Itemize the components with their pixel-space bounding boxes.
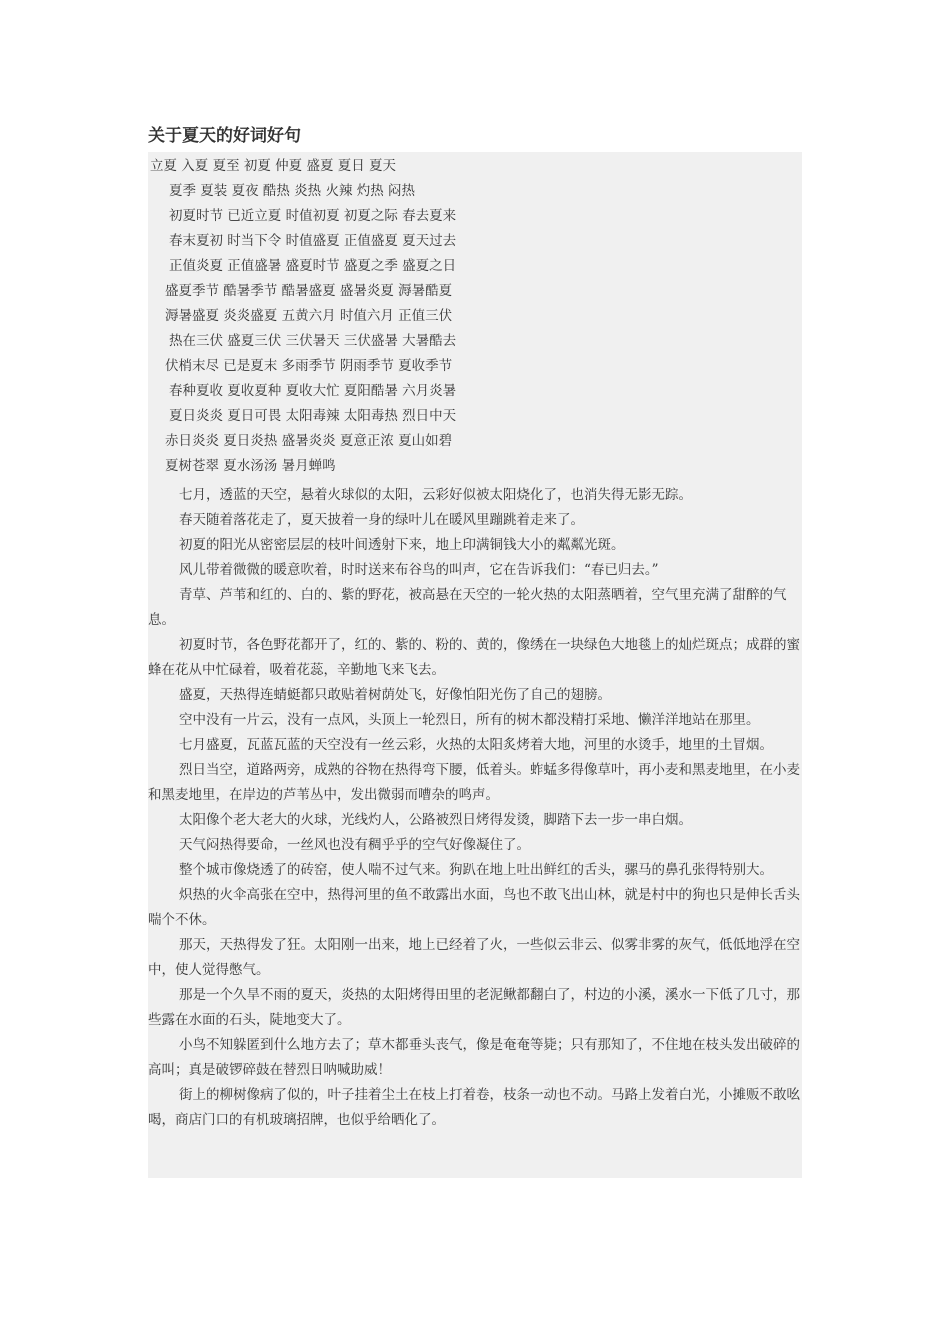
paragraph: 青草、芦苇和红的、白的、紫的野花，被高悬在天空的一轮火热的太阳蒸晒着，空气里充满了甜醉的气息。 bbox=[148, 587, 787, 628]
paragraph: 那是一个久旱不雨的夏天，炎热的太阳烤得田里的老泥鳅都翻白了，村边的小溪，溪水一下低了几寸，那些露在水面的石头，陡地变大了。 bbox=[148, 987, 800, 1028]
word-line: 夏树苍翠 夏水汤汤 暑月蝉鸣 bbox=[165, 458, 336, 474]
word-line: 春末夏初 时当下令 时值盛夏 正值盛夏 夏天过去 bbox=[169, 233, 457, 249]
word-line: 夏日炎炎 夏日可畏 太阳毒辣 太阳毒热 烈日中天 bbox=[169, 408, 457, 424]
page-title: 关于夏天的好词好句 bbox=[148, 126, 301, 146]
word-line: 盛夏季节 酷暑季节 酷暑盛夏 盛暑炎夏 溽暑酷夏 bbox=[165, 283, 453, 299]
paragraph: 盛夏，天热得连蜻蜓都只敢贴着树荫处飞，好像怕阳光伤了自己的翅膀。 bbox=[179, 687, 611, 703]
paragraph: 炽热的火伞高张在空中，热得河里的鱼不敢露出水面，鸟也不敢飞出山林，就是村中的狗也只是伸长舌头喘个不休。 bbox=[148, 887, 800, 928]
paragraph: 春天随着落花走了，夏天披着一身的绿叶儿在暖风里蹦跳着走来了。 bbox=[179, 512, 584, 528]
word-line: 春种夏收 夏收夏种 夏收大忙 夏阳酷暑 六月炎暑 bbox=[169, 383, 457, 399]
word-line: 赤日炎炎 夏日炎热 盛暑炎炎 夏意正浓 夏山如碧 bbox=[165, 433, 453, 449]
word-line: 初夏时节 已近立夏 时值初夏 初夏之际 春去夏来 bbox=[169, 208, 457, 224]
word-list bbox=[148, 152, 802, 479]
paragraph: 空中没有一片云，没有一点风，头顶上一轮烈日，所有的树木都没精打采地、懒洋洋地站在那里。 bbox=[179, 712, 760, 728]
paragraph: 那天，天热得发了狂。太阳刚一出来，地上已经着了火，一些似云非云、似雾非雾的灰气，低低地浮在空中，使人觉得憋气。 bbox=[148, 937, 800, 978]
paragraph: 天气闷热得要命，一丝风也没有稠乎乎的空气好像凝住了。 bbox=[179, 837, 530, 853]
word-line: 溽暑盛夏 炎炎盛夏 五黄六月 时值六月 正值三伏 bbox=[165, 308, 453, 324]
paragraph: 太阳像个老大老大的火球，光线灼人，公路被烈日烤得发烫，脚踏下去一步一串白烟。 bbox=[179, 812, 692, 828]
paragraph: 整个城市像烧透了的砖窑，使人喘不过气来。狗趴在地上吐出鲜红的舌头，骡马的鼻孔张得特别大。 bbox=[179, 862, 773, 878]
paragraph: 街上的柳树像病了似的，叶子挂着尘土在枝上打着卷，枝条一动也不动。马路上发着白光，小摊贩不敢吆喝，商店门口的有机玻璃招牌，也似乎给晒化了。 bbox=[148, 1087, 800, 1128]
paragraph: 初夏时节，各色野花都开了，红的、紫的、粉的、黄的，像绣在一块绿色大地毯上的灿烂斑点；成群的蜜蜂在花从中忙碌着，吸着花蕊，辛勤地飞来飞去。 bbox=[148, 637, 800, 678]
paragraph-list bbox=[148, 483, 802, 1133]
paragraph: 风儿带着微微的暖意吹着，时时送来布谷鸟的叫声，它在告诉我们：“春已归去。” bbox=[179, 562, 659, 578]
paragraph: 七月盛夏，瓦蓝瓦蓝的天空没有一丝云彩，火热的太阳炙烤着大地，河里的水烫手，地里的土冒烟。 bbox=[179, 737, 773, 753]
word-line: 热在三伏 盛夏三伏 三伏暑天 三伏盛暑 大暑酷去 bbox=[169, 333, 457, 349]
paragraph: 烈日当空，道路两旁，成熟的谷物在热得弯下腰，低着头。蚱蜢多得像草叶，再小麦和黑麦地里，在小麦和黑麦地里，在岸边的芦苇丛中，发出微弱而嘈杂的鸣声。 bbox=[148, 762, 800, 803]
word-line: 夏季 夏装 夏夜 酷热 炎热 火辣 灼热 闷热 bbox=[169, 183, 416, 199]
article-content bbox=[148, 152, 802, 1178]
word-line: 伏梢末尽 已是夏末 多雨季节 阴雨季节 夏收季节 bbox=[165, 358, 453, 374]
word-line: 立夏 入夏 夏至 初夏 仲夏 盛夏 夏日 夏天 bbox=[150, 158, 397, 174]
paragraph: 七月，透蓝的天空，悬着火球似的太阳，云彩好似被太阳烧化了，也消失得无影无踪。 bbox=[179, 487, 692, 503]
word-line: 正值炎夏 正值盛暑 盛夏时节 盛夏之季 盛夏之日 bbox=[169, 258, 457, 274]
paragraph: 初夏的阳光从密密层层的枝叶间透射下来，地上印满铜钱大小的粼粼光斑。 bbox=[179, 537, 625, 553]
paragraph: 小鸟不知躲匿到什么地方去了；草木都垂头丧气，像是奄奄等毙；只有那知了，不住地在枝头发出破碎的高叫；真是破锣碎鼓在替烈日呐喊助威！ bbox=[148, 1037, 800, 1078]
